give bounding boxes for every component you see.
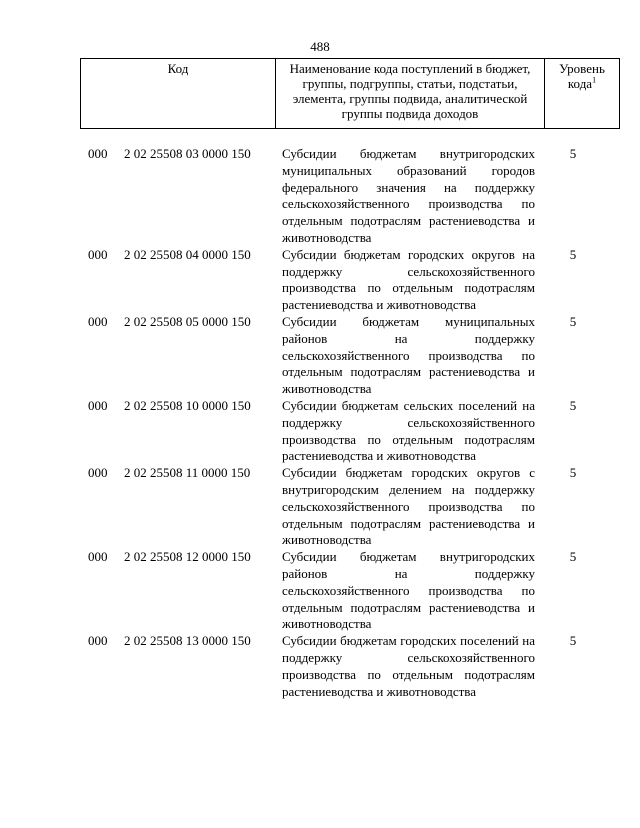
income-code: 2 02 25508 12 0000 150 [124,549,251,565]
footnote-marker: 1 [592,75,597,85]
table-row [80,549,612,633]
header-level-label: Уровень кода [559,61,605,91]
income-code: 2 02 25508 10 0000 150 [124,397,251,413]
header-code: Код [81,59,276,129]
income-code: 2 02 25508 04 0000 150 [124,246,251,262]
code-level: 5 [569,146,577,161]
code-level: 5 [569,246,577,262]
income-name: Субсидии бюджетам внутригородских районов на поддержку сельскохозяйственного производства по отдельным подотраслям растениеводства и животноводства [282,549,535,632]
income-name: Субсидии бюджетам внутригородских муниципальных образований городов федерального значения на поддержку сельскохозяйственного производства по отдельным подотраслям растениеводства и животноводства [282,146,535,245]
code-level: 5 [569,549,577,565]
income-name: Субсидии бюджетам муниципальных районов на поддержку сельскохозяйственного производства по отдельным подотраслям растениеводства и животноводства [282,313,535,397]
admin-code: 000 [88,397,108,413]
admin-code: 000 [88,633,108,649]
admin-code: 000 [88,313,108,329]
income-code: 2 02 25508 03 0000 150 [124,146,251,161]
table-row [80,247,612,314]
admin-code: 000 [88,465,108,481]
table-row [80,633,612,700]
income-name: Субсидии бюджетам городских округов с внутригородским делением на поддержку сельскохозяйственного производства по отдельным подотраслям растениеводства и животноводства [282,465,535,548]
income-name: Субсидии бюджетам городских поселений на поддержку сельскохозяйственного производства по отдельным подотраслям растениеводства и животноводства [282,633,535,699]
header-name: Наименование кода поступлений в бюджет, группы, подгруппы, статьи, подстатьи, элемента, группы подвида, аналитической группы подвида доходов [276,59,545,129]
table-row [80,398,612,465]
income-name: Субсидии бюджетам городских округов на поддержку сельскохозяйственного производства по отдельным подотраслям растениеводства и животноводства [282,246,535,313]
table-row [80,314,612,398]
table-row [80,465,612,549]
code-level: 5 [569,313,577,329]
header-row [81,59,620,129]
admin-code: 000 [88,246,108,262]
table-body [80,146,612,700]
income-code: 2 02 25508 11 0000 150 [124,465,251,481]
income-name: Субсидии бюджетам сельских поселений на поддержку сельскохозяйственного производства по отдельным подотраслям растениеводства и животноводства [282,397,535,464]
code-level: 5 [569,397,577,413]
income-code: 2 02 25508 05 0000 150 [124,313,251,329]
code-level: 5 [569,633,577,649]
header-level [545,59,620,129]
code-level: 5 [569,465,577,481]
admin-code: 000 [88,549,108,565]
table-header [80,58,620,129]
page-number: 488 [310,39,330,54]
income-code: 2 02 25508 13 0000 150 [124,633,251,649]
admin-code: 000 [88,146,108,161]
table-row [80,146,612,247]
